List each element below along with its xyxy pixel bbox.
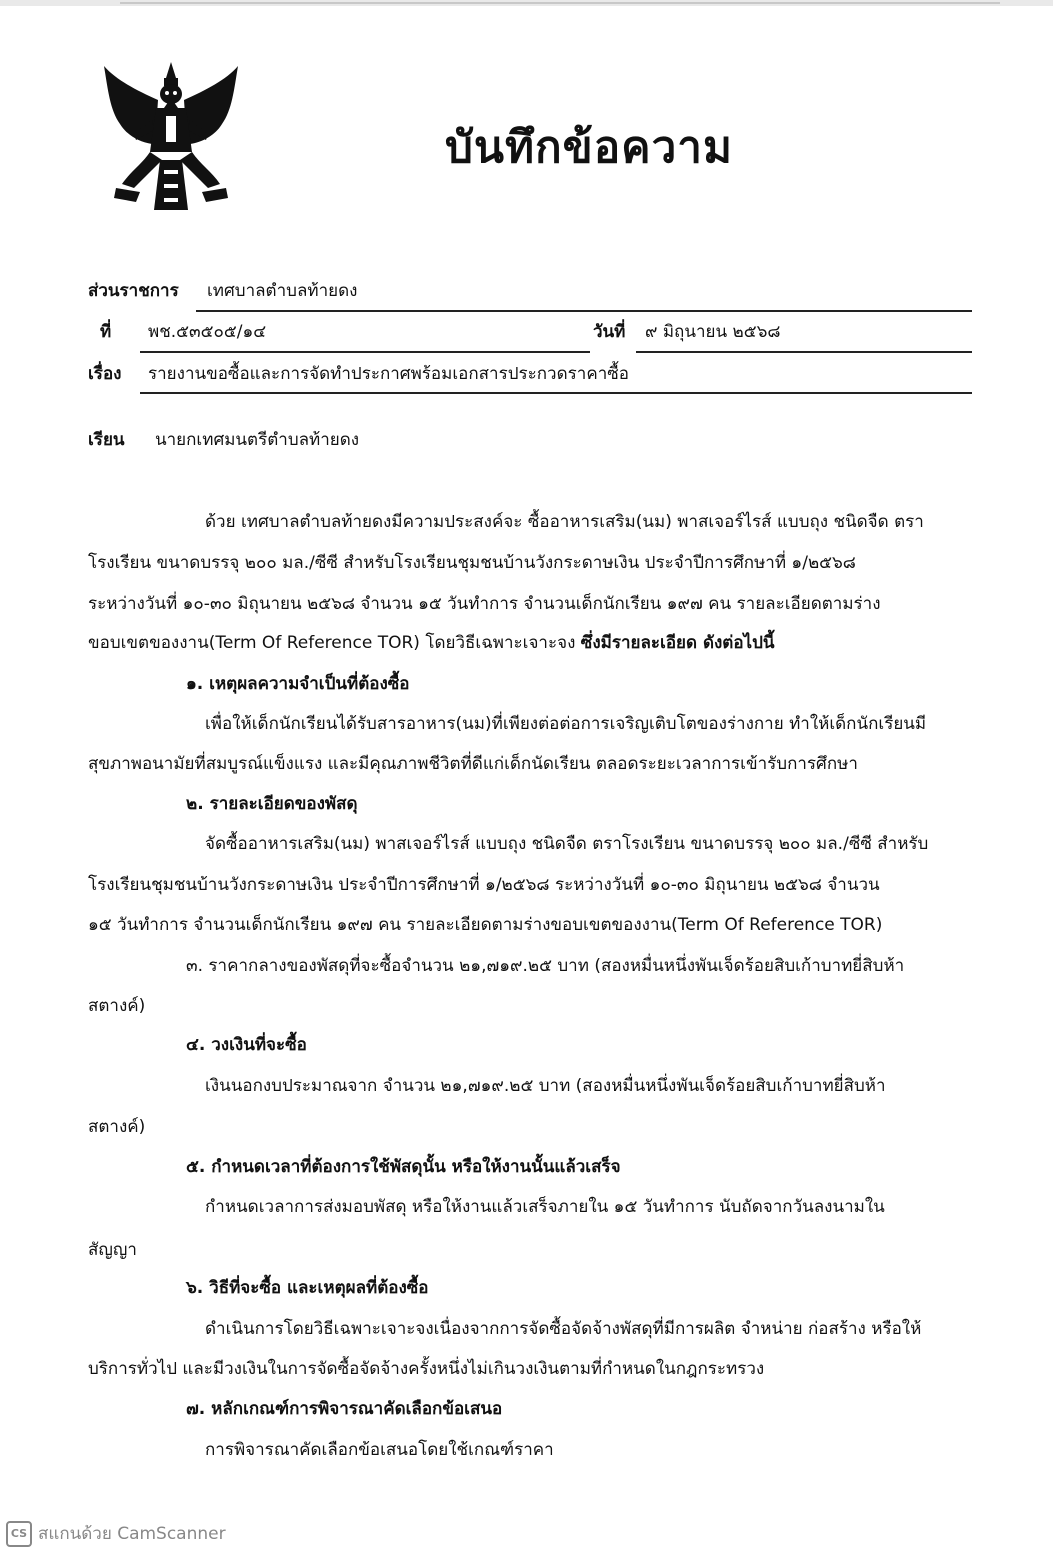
- section-2-line-1: จัดซื้ออาหารเสริม(นม) พาสเจอร์ไรส์ แบบถุง ชนิดจืด ตราโรงเรียน ขนาดบรรจุ ๒๐๐ มล./ซีซี สำหรับ: [205, 834, 929, 854]
- section-4-line-2: สตางค์): [88, 1117, 146, 1137]
- section-6-line-2: บริการทั่วไป และมีวงเงินในการจัดซื้อจัดจ้างครั้งหนึ่งไม่เกินวงเงินตามที่กำหนดในกฎกระทรวง: [88, 1359, 765, 1379]
- section-1-line-2: สุขภาพอนามัยที่สมบูรณ์แข็งแรง และมีคุณภาพชีวิตที่ดีแก่เด็กนัดเรียน ตลอดระยะเวลาการเข้ารับการศึกษา: [88, 754, 858, 774]
- intro-line-3: ระหว่างวันที่ ๑๐-๓๐ มิถุนายน ๒๕๖๘ จำนวน ๑๕ วันทำการ จำนวนเด็กนักเรียน ๑๙๗ คน รายละเอียดตามร่าง: [88, 594, 881, 614]
- section-5-line-2: สัญญา: [88, 1240, 137, 1260]
- memo-title: บันทึกข้อความ: [445, 122, 734, 173]
- section-3-line-1: ๓. ราคากลางของพัสดุที่จะซื้อจำนวน ๒๑,๗๑๙.๒๕ บาท (สองหมื่นหนึ่งพันเจ็ดร้อยสิบเก้าบาทยี่สิบห้า: [186, 956, 905, 976]
- to-label: เรียน: [88, 430, 125, 450]
- intro-line-1: ด้วย เทศบาลตำบลท้ายดงมีความประสงค์จะ ซื้ออาหารเสริม(นม) พาสเจอร์ไรส์ แบบถุง ชนิดจืด ตรา: [205, 512, 924, 532]
- scanner-watermark-text: สแกนด้วย CamScanner: [38, 1524, 226, 1544]
- intro-line-4-emphasis: ซึ่งมีรายละเอียด ดังต่อไปนี้: [580, 633, 775, 653]
- section-7-heading: ๗. หลักเกณฑ์การพิจารณาคัดเลือกข้อเสนอ: [186, 1399, 503, 1419]
- ref-value: พช.๕๓๕๐๕/๑๔: [148, 322, 267, 342]
- section-2-heading: ๒. รายละเอียดของพัสดุ: [186, 794, 358, 814]
- section-6-heading: ๖. วิธีที่จะซื้อ และเหตุผลที่ต้องซื้อ: [186, 1278, 429, 1298]
- garuda-emblem-icon: [96, 60, 246, 220]
- section-6-line-1: ดำเนินการโดยวิธีเฉพาะเจาะจงเนื่องจากการจัดซื้อจัดจ้างพัสดุที่มีการผลิต จำหน่าย ก่อสร้าง หรือให้: [205, 1319, 922, 1339]
- ref-rule: [140, 351, 590, 353]
- section-2-line-3: ๑๕ วันทำการ จำนวนเด็กนักเรียน ๑๙๗ คน รายละเอียดตามร่างขอบเขตของงาน(Term Of Reference TOR): [88, 915, 883, 935]
- section-5-line-1: กำหนดเวลาการส่งมอบพัสดุ หรือให้งานแล้วเสร็จภายใน ๑๕ วันทำการ นับถัดจากวันลงนามใน: [205, 1197, 885, 1217]
- to-value: นายกเทศมนตรีตำบลท้ายดง: [155, 430, 360, 450]
- camscanner-icon: CS: [6, 1521, 32, 1547]
- date-label: วันที่: [593, 322, 626, 342]
- agency-rule: [196, 310, 972, 312]
- section-5-heading: ๕. กำหนดเวลาที่ต้องการใช้พัสดุนั้น หรือให้งานนั้นแล้วเสร็จ: [186, 1157, 621, 1177]
- section-2-line-2: โรงเรียนชุมชนบ้านวังกระดาษเงิน ประจำปีการศึกษาที่ ๑/๒๕๖๘ ระหว่างวันที่ ๑๐-๓๐ มิถุนายน ๒๕๖๘ จำนวน: [88, 875, 880, 895]
- intro-line-4: [88, 629, 775, 656]
- subject-value: รายงานขอซื้อและการจัดทำประกาศพร้อมเอกสารประกวดราคาซื้อ: [148, 364, 629, 384]
- date-rule: [636, 351, 972, 353]
- intro-line-2: โรงเรียน ขนาดบรรจุ ๒๐๐ มล./ซีซี สำหรับโรงเรียนชุมชนบ้านวังกระดาษเงิน ประจำปีการศึกษาที่ ๑/๒๕๖๘: [88, 553, 856, 573]
- scanner-watermark: [6, 1520, 226, 1547]
- section-4-heading: ๔. วงเงินที่จะซื้อ: [186, 1035, 307, 1055]
- section-7-line-1: การพิจารณาคัดเลือกข้อเสนอโดยใช้เกณฑ์ราคา: [205, 1440, 554, 1460]
- section-1-line-1: เพื่อให้เด็กนักเรียนได้รับสารอาหาร(นม)ที่เพียงต่อต่อการเจริญเติบโตของร่างกาย ทำให้เด็กนักเรียนมี: [205, 714, 927, 734]
- section-4-line-1: เงินนอกงบประมาณจาก จำนวน ๒๑,๗๑๙.๒๕ บาท (สองหมื่นหนึ่งพันเจ็ดร้อยสิบเก้าบาทยี่สิบห้า: [205, 1076, 886, 1096]
- scan-edge-shadow: [120, 2, 1000, 4]
- section-3-line-2: สตางค์): [88, 996, 146, 1016]
- date-value: ๙ มิถุนายน ๒๕๖๘: [645, 322, 781, 342]
- intro-line-4-text: ขอบเขตของงาน(Term Of Reference TOR) โดยวิธีเฉพาะเจาะจง: [88, 633, 581, 653]
- agency-label: ส่วนราชการ: [88, 281, 179, 301]
- subject-label: เรื่อง: [88, 364, 122, 384]
- ref-label: ที่: [100, 322, 112, 342]
- subject-rule: [140, 392, 972, 394]
- agency-value: เทศบาลตำบลท้ายดง: [207, 281, 358, 301]
- section-1-heading: ๑. เหตุผลความจำเป็นที่ต้องซื้อ: [186, 674, 410, 694]
